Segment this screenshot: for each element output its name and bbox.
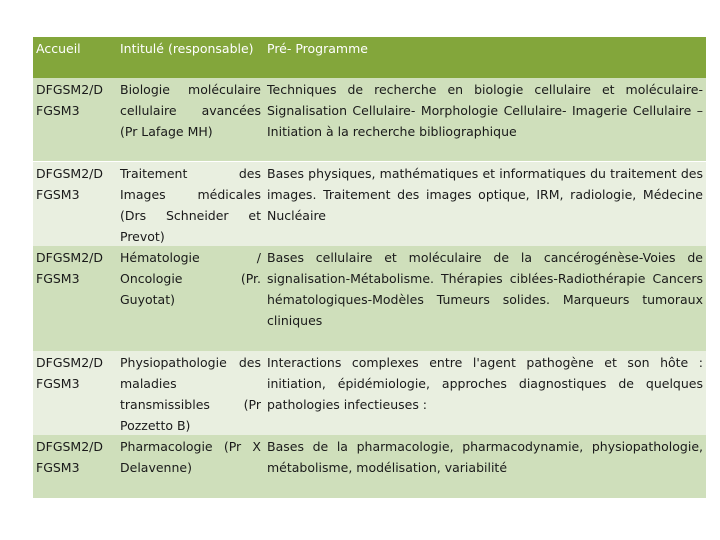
intitule-cell: Physiopathologie des maladies transmissibles (Pr Pozzetto B) bbox=[117, 351, 264, 435]
programme-cell: Techniques de recherche en biologie cellulaire et moléculaire-Signalisation Cellulaire- Morphologie Cellulaire- Imagerie Cellulaire –Initiation à la recherche bibliographique bbox=[264, 78, 706, 162]
intitule-cell: Pharmacologie (Pr X Delavenne) bbox=[117, 435, 264, 498]
intitule-cell: Hématologie / Oncologie (Pr. Guyotat) bbox=[117, 246, 264, 351]
programme-cell: Interactions complexes entre l'agent pathogène et son hôte : initiation, épidémiologie, approches diagnostiques de quelques pathologies infectieuses : bbox=[264, 351, 706, 435]
accueil-cell: DFGSM2/D FGSM3 bbox=[33, 246, 117, 351]
intitule-cell: Biologie moléculaire cellulaire avancées (Pr Lafage MH) bbox=[117, 78, 264, 162]
header-accueil: Accueil bbox=[33, 37, 117, 78]
accueil-cell: DFGSM2/D FGSM3 bbox=[33, 162, 117, 246]
accueil-cell: DFGSM2/D FGSM3 bbox=[33, 78, 117, 162]
header-intitule: Intitulé (responsable) bbox=[117, 37, 264, 78]
course-table bbox=[33, 37, 706, 498]
programme-cell: Bases physiques, mathématiques et informatiques du traitement des images. Traitement des images optique, IRM, radiologie, Médecine Nucléaire bbox=[264, 162, 706, 246]
programme-cell: Bases de la pharmacologie, pharmacodynamie, physiopathologie, métabolisme, modélisation, variabilité bbox=[264, 435, 706, 498]
accueil-cell: DFGSM2/D FGSM3 bbox=[33, 351, 117, 435]
programme-cell: Bases cellulaire et moléculaire de la cancérogénèse-Voies de signalisation-Métabolisme. Thérapies ciblées-Radiothérapie Cancers hématologiques-Modèles Tumeurs solides. Marqueurs tumoraux cliniques bbox=[264, 246, 706, 351]
accueil-cell: DFGSM2/D FGSM3 bbox=[33, 435, 117, 498]
header-programme: Pré- Programme bbox=[264, 37, 706, 78]
intitule-cell: Traitement des Images médicales (Drs Schneider et Prevot) bbox=[117, 162, 264, 246]
